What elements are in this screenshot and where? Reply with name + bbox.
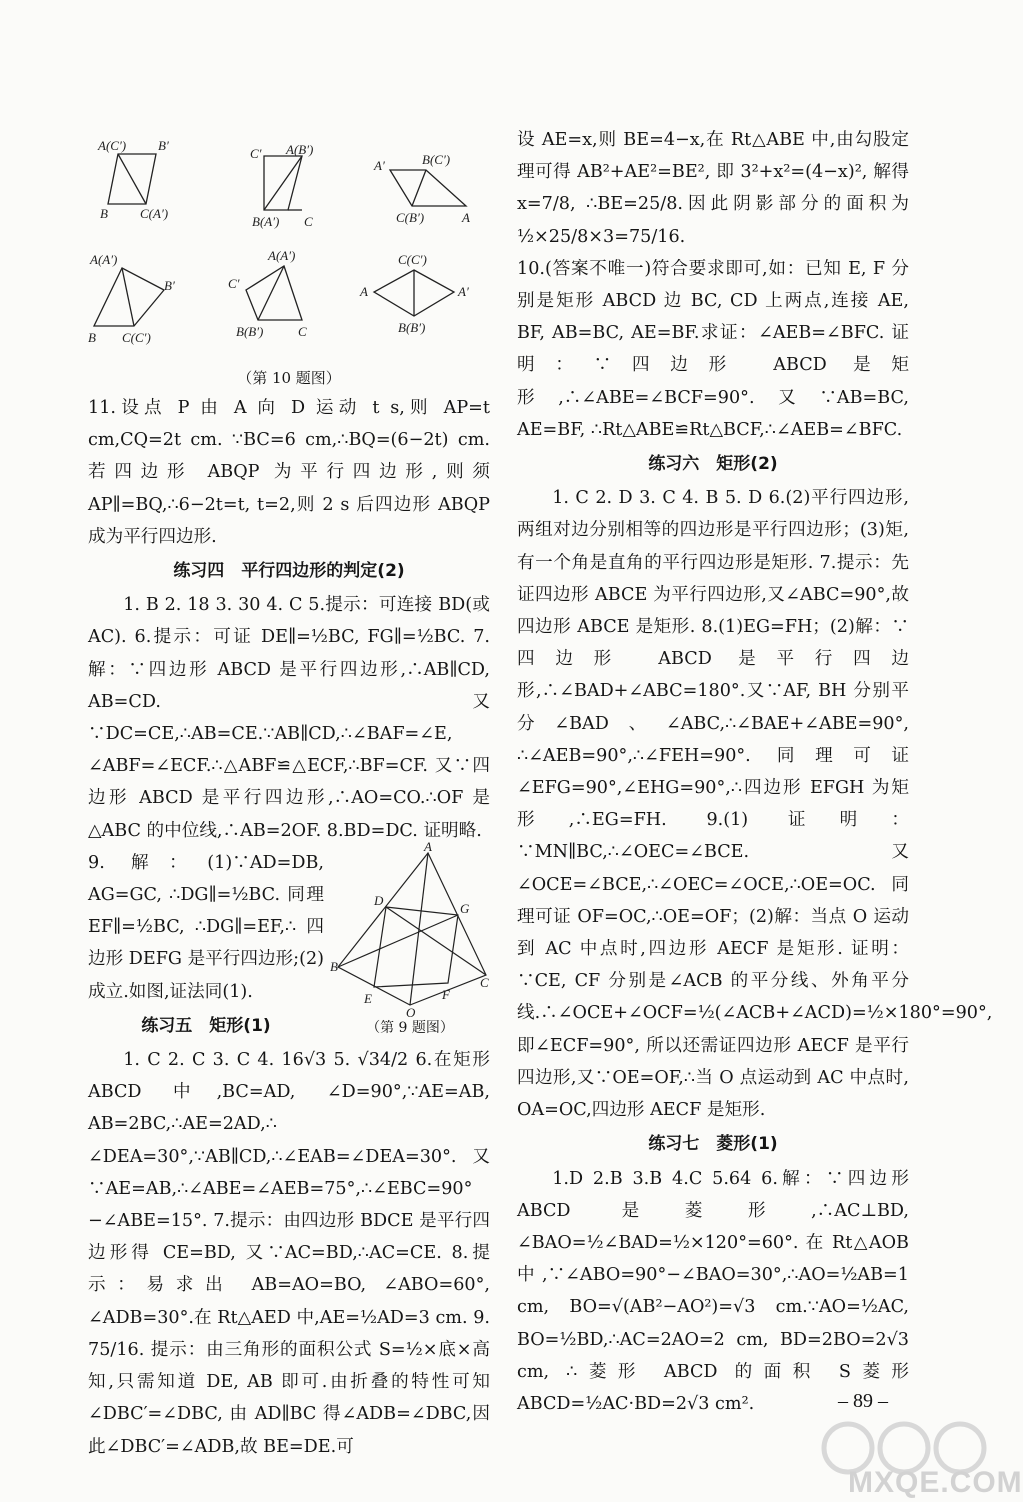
fig10-diagram-6 <box>358 246 488 346</box>
svg-text:B(C′): B(C′) <box>422 152 451 167</box>
fig10-diagram-3 <box>370 146 480 232</box>
svg-text:A′: A′ <box>374 158 385 173</box>
svg-text:C(C′): C(C′) <box>398 252 427 267</box>
svg-text:D: D <box>374 892 384 908</box>
exercise-6-answers: 1. C 2. D 3. C 4. B 5. D 6.(2)平行四边形,两组对边分别相等的四边形是平行四边形；(3)矩,有一个角是直角的平行四边形是矩形. 7.提示：先证四边形 ABCE 为平行四边形,又∠ABC=90°,故四边形 ABCE 是矩形. 8.(1)EG=FH；(2)解：∵四边形 ABCD 是平行四边形,∴∠BAD+∠ABC=180°.又∵AF, BH 分别平分∠BAD、∠ABC,∴∠BAE+∠ABE=90°, ∴∠AEB=90°,∴∠FEH=90°. 同理可证∠EFG=90°,∠EHG=90°,∴四边形 EFGH 为矩形,∴EG=FH. 9.(1) 证明：∵MN∥BC,∴∠OEC=∠BCE. 又∠OCE=∠BCE,∴∠OEC=∠OCE,∴OE=OC.同理可证 OF=OC,∴OE=OF；(2)解：当点 O 运动到 AC 中点时,四边形 AECF 是矩形. 证明：∵CE, CF 分别是∠ACB 的平分线、外角平分线.∴∠OCE+∠OCF=½(∠ACB+∠ACD)=½×180°=90°,即∠ECF=90°, 所以还需证四边形 AECF 是平行四边形,又∵OE=OF,∴当 O 点运动到 AC 中点时, OA=OC,四边形 AECF 是矩形. <box>517 488 993 1121</box>
fig10-diagram-4 <box>88 254 188 344</box>
section-heading-ex7: 练习七 菱形(1) <box>648 1134 778 1155</box>
svg-text:A′: A′ <box>458 284 469 299</box>
answer-9-continued: 设 AE=x,则 BE=4−x,在 Rt△ABE 中,由勾股定理可得 AB²+AE²=BE², 即 3²+x²=(4−x)², 解得 x=7/8, ∴BE=25/8.因此阴影部分的面积为½×25/8×3=75/16. <box>517 130 909 247</box>
figure-10-caption: （第 10 题图） <box>237 369 341 387</box>
answer-11: 11.设点 P 由 A 向 D 运动 t s,则 AP=t cm,CQ=2t cm. ∵BC=6 cm,∴BQ=(6−2t) cm.若四边形 ABQP 为平行四边形,则须 AP∥=BQ,∴6−2t=t, t=2,则 2 s 后四边形 ABQP 成为平行四边形. <box>88 398 490 547</box>
svg-text:G: G <box>460 900 470 916</box>
svg-text:O: O <box>406 1004 416 1020</box>
svg-text:A(A′): A(A′) <box>268 248 296 263</box>
svg-text:C(C′): C(C′) <box>122 330 151 345</box>
svg-text:F: F <box>442 986 450 1002</box>
answer-9: 9. 解：(1)∵AD=DB, AG=GC, ∴DG∥=½BC. 同理 EF∥=½BC, ∴DG∥=EF,∴ 四边形 DEFG 是平行四边形;(2)成立.如图,证法同(1). <box>88 852 324 1002</box>
svg-text:B′: B′ <box>158 138 169 153</box>
section-heading-ex5: 练习五 矩形(1) <box>141 1015 271 1036</box>
svg-text:A(B′): A(B′) <box>286 142 314 157</box>
svg-text:C: C <box>304 214 313 229</box>
svg-text:B: B <box>88 330 96 345</box>
exercise-7-answers: 1.D 2.B 3.B 4.C 5.64 6.解：∵四边形 ABCD 是菱形,∴AC⊥BD, ∠BAO=½∠BAD=½×120°=60°. 在 Rt△AOB 中,∵∠ABO=90°−∠BAO=30°,∴AO=½AB=1 cm, BO=√(AB²−AO²)=√3 cm.∵AO=½AC, BO=½BD,∴AC=2AO=2 cm, BD=2BO=2√3 cm, ∴菱形 ABCD 的面积 S菱形ABCD=½AC·BD=2√3 cm². <box>517 1168 909 1414</box>
svg-text:B(B′): B(B′) <box>236 324 264 339</box>
figure-9 <box>330 838 490 1039</box>
section-heading-ex4: 练习四 平行四边形的判定(2) <box>173 561 405 582</box>
svg-text:A: A <box>360 284 368 299</box>
svg-text:A: A <box>424 838 432 854</box>
exercise-5-answers: 1. C 2. C 3. C 4. 16√3 5. √34/2 6.在矩形 ABCD 中,BC=AD, ∠D=90°,∵AE=AB, AB=2BC,∴AE=2AD,∴ ∠DEA=30°,∵AB∥CD,∴∠EAB=∠DEA=30°. 又∵AE=AB,∴∠ABE=∠AEB=75°,∴∠EBC=90°−∠ABE=15°. 7.提示：由四边形 BDCE 是平行四边形得 CE=BD, 又∵AC=BD,∴AC=CE. 8.提示：易求出 AB=AO=BO, ∠ABO=60°, ∠ADB=30°.在 Rt△AED 中,AE=½AD=3 cm. 9. 75/16. 提示：由三角形的面积公式 S=½×底×高知,只需知道 DE, AB 即可.由折叠的特性可知∠DBC′=∠DBC, 由 AD∥BC 得∠ADB=∠DBC,因此∠DBC′=∠ADB,故 BE=DE.可 <box>88 1050 490 1457</box>
page-number: – 89 – <box>838 1390 888 1412</box>
svg-text:B: B <box>330 958 338 974</box>
section-heading-ex6: 练习六 矩形(2) <box>648 454 778 475</box>
figure-9-caption: （第 9 题图） <box>366 1019 454 1036</box>
fig10-diagram-5 <box>228 250 338 346</box>
svg-text:C′: C′ <box>250 146 262 161</box>
figure-9-diagram <box>330 838 490 1020</box>
svg-text:E: E <box>364 990 372 1006</box>
svg-text:A(A′): A(A′) <box>90 252 118 267</box>
exercise-4-answers: 1. B 2. 18 3. 30 4. C 5.提示：可连接 BD(或 AC). 6.提示：可证 DE∥=½BC, FG∥=½BC. 7.解：∵四边形 ABCD 是平行四边形,∴AB∥CD, AB=CD. 又∵DC=CE,∴AB=CE.∵AB∥CD,∴∠BAF=∠E, ∠ABF=∠ECF.∴△ABF≌△ECF,∴BF=CF. 又∵四边形 ABCD 是平行四边形,∴AO=CO.∴OF 是△ABC 的中位线,∴AB=2OF. 8.BD=DC. 证明略. <box>88 595 490 841</box>
svg-text:B(B′): B(B′) <box>398 320 426 335</box>
svg-text:A(C′): A(C′) <box>98 138 127 153</box>
svg-text:B: B <box>100 206 108 221</box>
figure-10-grid <box>88 124 490 364</box>
right-column <box>517 124 993 1420</box>
fig10-diagram-2 <box>240 142 340 234</box>
left-column <box>88 124 490 1463</box>
svg-text:C(A′): C(A′) <box>140 206 169 221</box>
svg-text:B′: B′ <box>164 278 175 293</box>
svg-text:B(A′): B(A′) <box>252 214 280 229</box>
fig10-diagram-1 <box>98 138 169 221</box>
answer-10: 10.(答案不唯一)符合要求即可,如：已知 E, F 分别是矩形 ABCD 边 BC, CD 上两点,连接 AE, BF, AB=BC, AE=BF.求证：∠AEB=∠BFC. 证明：∵四边形 ABCD 是矩形,∴∠ABE=∠BCF=90°.又∵AB=BC, AE=BF, ∴Rt△ABE≌Rt△BCF,∴∠AEB=∠BFC. <box>517 258 909 440</box>
svg-text:C(B′): C(B′) <box>396 210 425 225</box>
watermark-text: MXQE.COM <box>848 1466 1023 1499</box>
svg-text:C: C <box>298 324 307 339</box>
svg-text:C′: C′ <box>228 276 240 291</box>
svg-text:A: A <box>462 210 470 225</box>
svg-text:C: C <box>480 974 489 990</box>
